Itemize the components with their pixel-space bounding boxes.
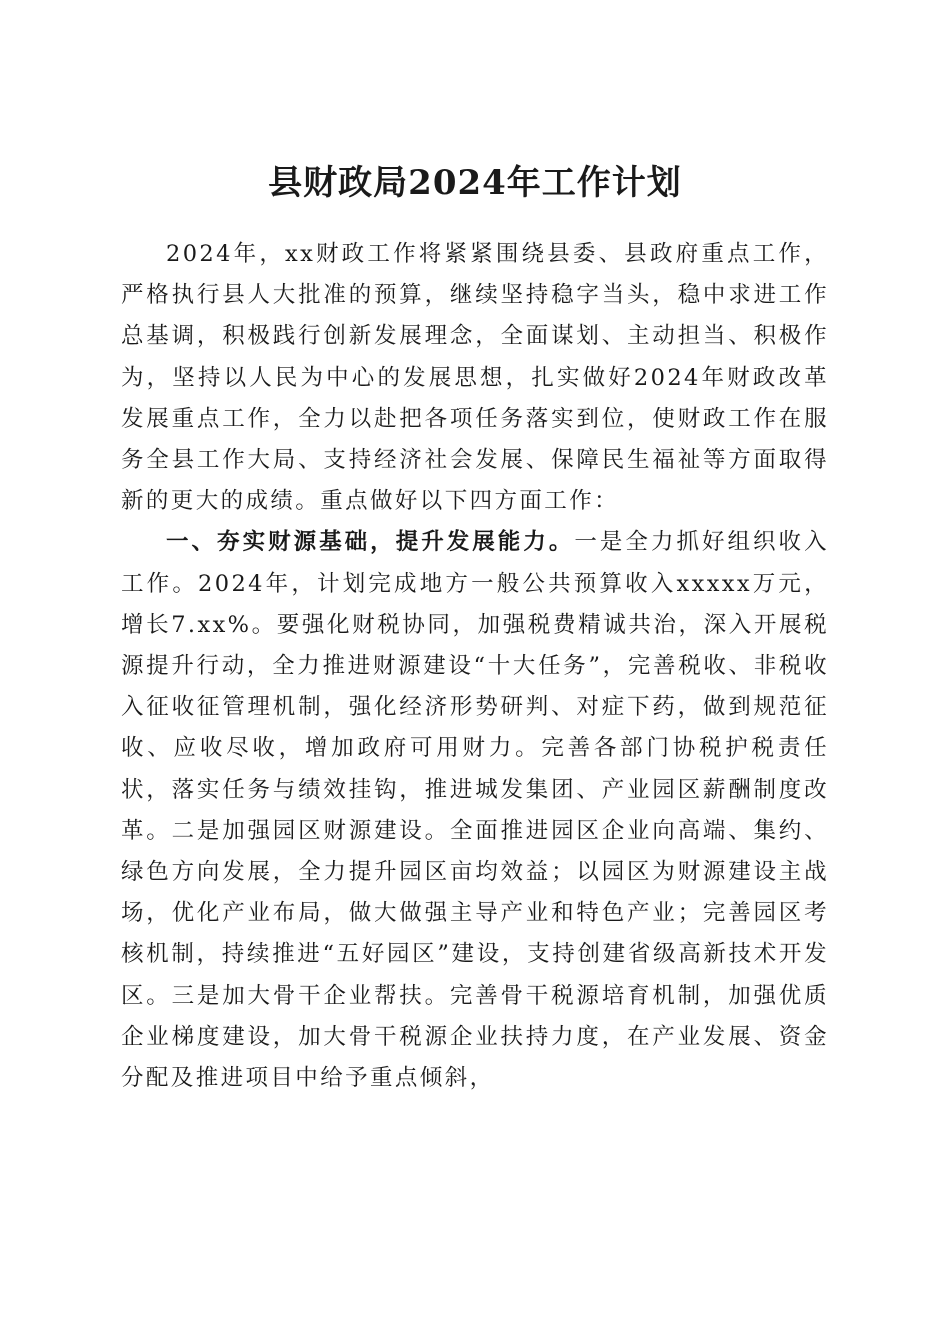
- document-body: [121, 234, 829, 1099]
- section-one-paragraph: [121, 522, 829, 1099]
- intro-paragraph-text: 2024年，xx财政工作将紧紧围绕县委、县政府重点工作，严格执行县人大批准的预算，继续坚持稳字当头，稳中求进工作总基调，积极践行创新发展理念，全面谋划、主动担当、积极作为，坚持以人民为中心的发展思想，扎实做好2024年财政改革发展重点工作，全力以赴把各项任务落实到位，使财政工作在服务全县工作大局、支持经济社会发展、保障民生福祉等方面取得新的更大的成绩。重点做好以下四方面工作：: [121, 241, 829, 515]
- section-one-heading: 一、夯实财源基础，提升发展能力。: [166, 529, 575, 556]
- intro-paragraph: [121, 234, 829, 522]
- document-title: 县财政局2024年工作计划: [268, 162, 682, 203]
- section-one-text: 一是全力抓好组织收入工作。2024年，计划完成地方一般公共预算收入xxxxx万元，增长7.xx%。要强化财税协同，加强税费精诚共治，深入开展税源提升行动，全力推进财源建设“十大任务”，完善税收、非税收入征收征管理机制，强化经济形势研判、对症下药，做到规范征收、应收尽收，增加政府可用财力。完善各部门协税护税责任状，落实任务与绩效挂钩，推进城发集团、产业园区薪酬制度改革。二是加强园区财源建设。全面推进园区企业向高端、集约、绿色方向发展，全力提升园区亩均效益；以园区为财源建设主战场，优化产业布局，做大做强主导产业和特色产业；完善园区考核机制，持续推进“五好园区”建设，支持创建省级高新技术开发区。三是加大骨干企业帮扶。完善骨干税源培育机制，加强优质企业梯度建设，加大骨干税源企业扶持力度，在产业发展、资金分配及推进项目中给予重点倾斜，: [121, 529, 829, 1092]
